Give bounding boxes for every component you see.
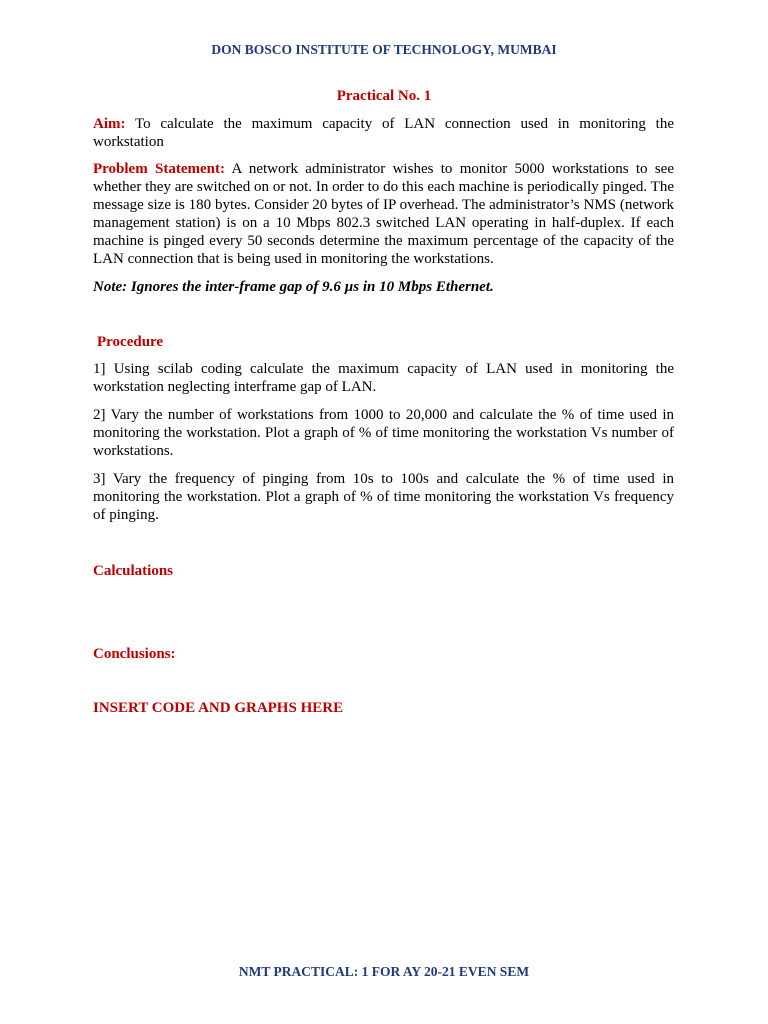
procedure-heading: Procedure xyxy=(97,334,164,350)
insert-code-graphs-heading: INSERT CODE AND GRAPHS HERE xyxy=(93,700,344,716)
aim-paragraph xyxy=(93,115,674,151)
procedure-step-1: 1] Using scilab coding calculate the maximum capacity of LAN used in monitoring the workstation neglecting interframe gap of LAN. xyxy=(93,361,674,395)
procedure-step-3: 3] Vary the frequency of pinging from 10s to 100s and calculate the % of time used in monitoring the workstation. Plot a graph of % of time monitoring the workstation Vs frequency of pinging. xyxy=(93,471,674,523)
practical-title: Practical No. 1 xyxy=(336,88,432,104)
problem-statement-text: A network administrator wishes to monitor 5000 workstations to see whether they are switched on or not. In order to do this each machine is periodically pinged. The message size is 180 bytes. Consider 20 bytes of IP overhead. The administrator’s NMS (network management station) is on a 10 Mbps 802.3 switched LAN operating in half-duplex. If each machine is pinged every 50 seconds determine the maximum percentage of the capacity of the LAN connection that is being used in monitoring the workstations. xyxy=(93,161,675,267)
institute-header: DON BOSCO INSTITUTE OF TECHNOLOGY, MUMBAI xyxy=(211,42,557,57)
conclusions-heading: Conclusions: xyxy=(93,646,176,662)
procedure-step-2: 2] Vary the number of workstations from 1000 to 20,000 and calculate the % of time used in monitoring the workstation. Plot a graph of % of time monitoring the workstation Vs number of workstations. xyxy=(93,407,674,459)
aim-label: Aim: xyxy=(93,116,126,132)
problem-statement-paragraph xyxy=(93,160,674,268)
page-footer: NMT PRACTICAL: 1 FOR AY 20-21 EVEN SEM xyxy=(238,964,530,979)
note-text: Note: Ignores the inter-frame gap of 9.6 µs in 10 Mbps Ethernet. xyxy=(93,279,494,295)
calculations-heading: Calculations xyxy=(93,563,174,579)
aim-text: To calculate the maximum capacity of LAN connection used in monitoring the workstation xyxy=(93,116,674,150)
problem-statement-label: Problem Statement: xyxy=(93,161,226,177)
